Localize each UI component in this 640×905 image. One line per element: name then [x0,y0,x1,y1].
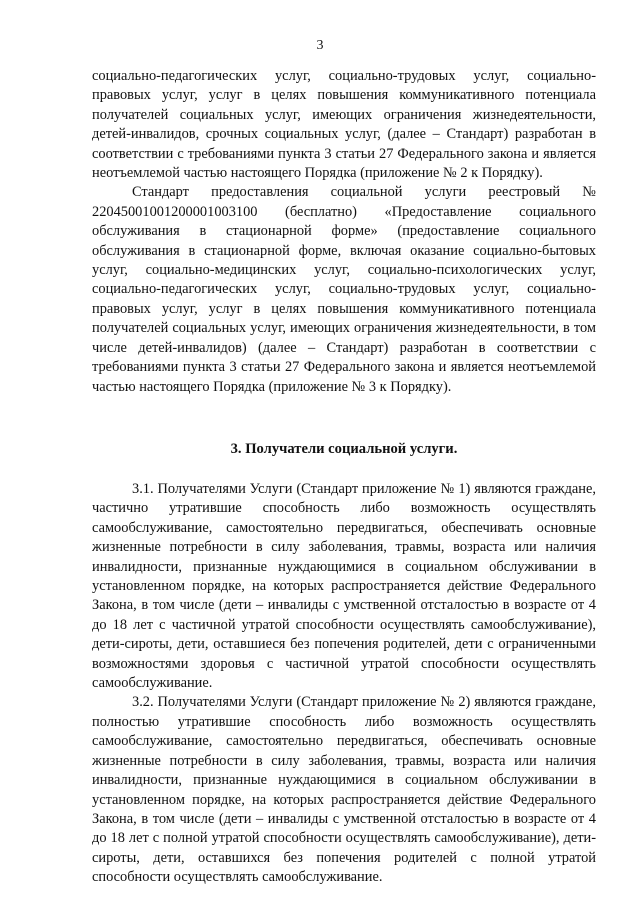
paragraph-standard-3: Стандарт предоставления социальной услуги реестровый № 22045001001200001003100 (бесплатно) «Предоставление социального обслуживания в стационарной форме» (предоставление социального обслуживания в стационарной форме, включая оказание социально-бытовых услуг, социально-медицинских услуг, социально-психологических услуг, социально-педагогических услуг, социально-трудовых услуг, социально-правовых услуг, услуг в целях повышения коммуникативного потенциала получателей социальных услуг, имеющих ограничения жизнедеятельности, в том числе детей-инвалидов) (далее – Стандарт) разработан в соответствии с требованиями пункта 3 статьи 27 Федерального закона и является неотъемлемой частью настоящего Порядка (приложение № 3 к Порядку). [92,184,596,395]
page-number: 3 [316,38,324,53]
paragraph-3-1: 3.1. Получателями Услуги (Стандарт приложение № 1) являются граждане, частично утратившие способность либо возможность осуществлять самообслуживание, самостоятельно передвигаться, обеспечивать основные жизненные потребности в силу заболевания, травмы, возраста или наличия инвалидности, признанные нуждающимися в социальном обслуживании в установленном порядке, на которых распространяется действие Федерального Закона, в том числе (дети – инвалиды с умственной отсталостью в возрасте от 4 до 18 лет с частичной утратой способности осуществлять самообслуживание), дети-сироты, дети, оставшиеся без попечения родителей, дети с ограниченными возможностями здоровья с частичной утратой способности осуществлять самообслуживание. [92,481,596,692]
paragraph-standard-2-continuation: социально-педагогических услуг, социально-трудовых услуг, социально-правовых услуг, услуг в целях повышения коммуникативного потенциала получателей социальных услуг, имеющих ограничения жизнедеятельности, детей-инвалидов, срочных социальных услуг, (далее – Стандарт) разработан в соответствии с требованиями пункта 3 статьи 27 Федерального закона и является неотъемлемой частью настоящего Порядка (приложение № 2 к Порядку). [92,68,596,182]
section-3 [92,440,596,888]
section-heading: 3. Получатели социальной услуги. [230,441,458,457]
intro-block [92,67,596,397]
paragraph-3-2: 3.2. Получателями Услуги (Стандарт приложение № 2) являются граждане, полностью утратившие способность либо возможность осуществлять самообслуживание, самостоятельно передвигаться, обеспечивать основные жизненные потребности в силу заболевания, травмы, возраста или наличия инвалидности, признанные нуждающимися в социальном обслуживании в установленном порядке, на которых распространяется действие Федерального Закона, в том числе (дети – инвалиды с умственной отсталостью в возрасте от 4 до 18 лет с полной утратой способности осуществлять самообслуживание), дети-сироты, дети, оставшихся без попечения родителей с полной утратой способности осуществлять самообслуживание. [92,694,596,886]
